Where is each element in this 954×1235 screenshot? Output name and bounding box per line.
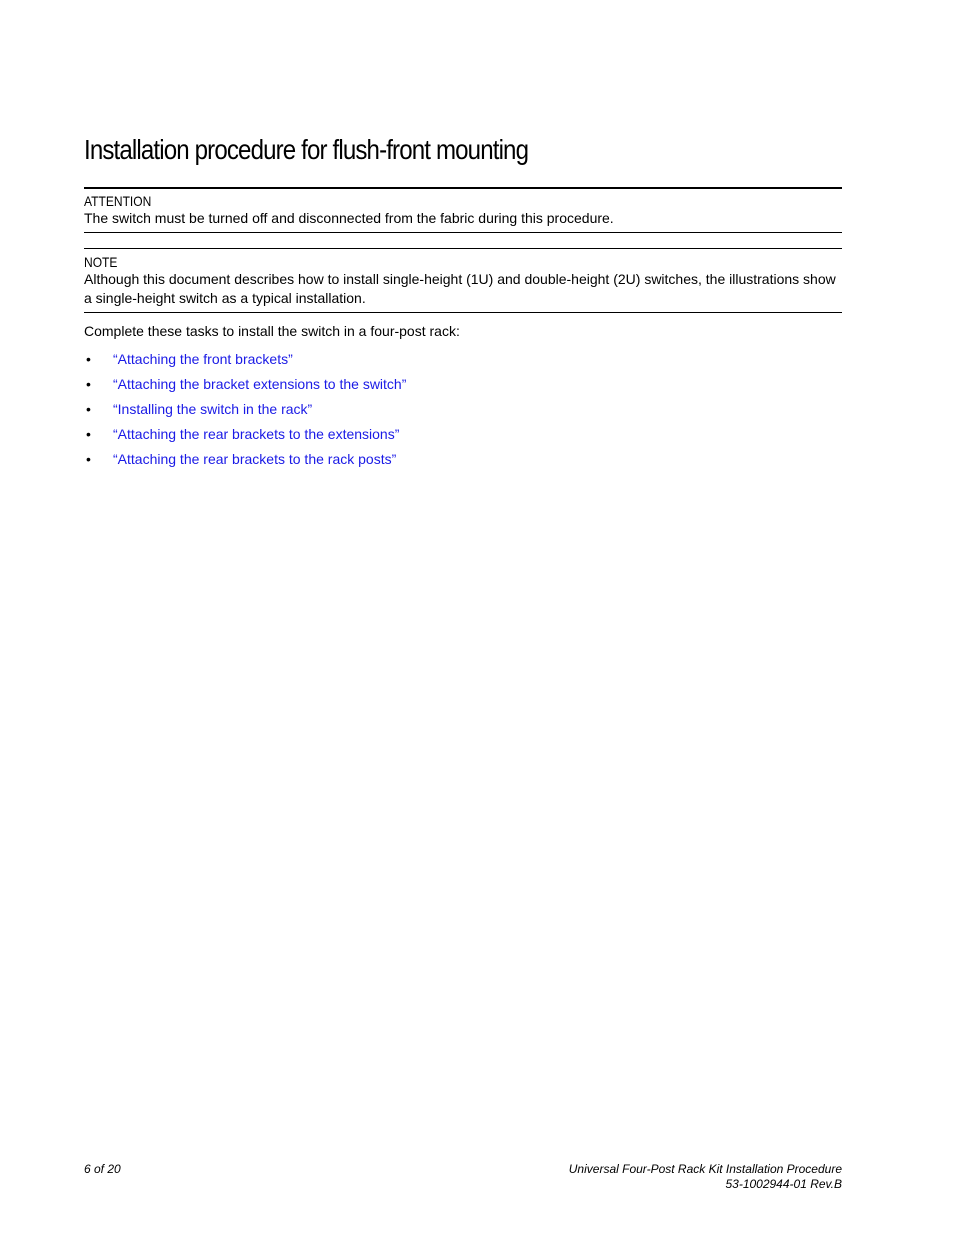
bullet-icon: •: [86, 451, 91, 467]
note-bottom-rule: [84, 312, 842, 313]
attention-bottom-rule: [84, 232, 842, 233]
task-link-front-brackets[interactable]: “Attaching the front brackets”: [113, 351, 293, 367]
note-heading: NOTE: [84, 254, 118, 270]
bullet-icon: •: [86, 426, 91, 442]
task-link-rear-brackets-extensions[interactable]: “Attaching the rear brackets to the extensions”: [113, 426, 400, 442]
bullet-icon: •: [86, 376, 91, 392]
bullet-icon: •: [86, 351, 91, 367]
bullet-icon: •: [86, 401, 91, 417]
page-title: Installation procedure for flush-front mounting: [84, 134, 529, 165]
task-link-rear-brackets-posts[interactable]: “Attaching the rear brackets to the rack posts”: [113, 451, 397, 467]
attention-callout: [84, 187, 842, 233]
footer-doc-number: 53-1002944-01 Rev.B: [725, 1177, 842, 1191]
note-body: Although this document describes how to install single-height (1U) and double-height (2U) switches, the illustrations show a single-height switch as a typical installation.: [84, 271, 836, 306]
attention-top-rule: [84, 187, 842, 189]
footer-doc-info: [569, 1162, 842, 1192]
attention-heading: ATTENTION: [84, 193, 152, 209]
task-link-install-switch[interactable]: “Installing the switch in the rack”: [113, 401, 313, 417]
task-link-bracket-extensions[interactable]: “Attaching the bracket extensions to the switch”: [113, 376, 407, 392]
intro-paragraph: Complete these tasks to install the switch in a four-post rack:: [84, 323, 460, 339]
footer-doc-title: Universal Four-Post Rack Kit Installation Procedure: [568, 1162, 842, 1176]
attention-body: The switch must be turned off and disconnected from the fabric during this procedure.: [84, 210, 614, 226]
note-callout: [84, 248, 842, 313]
footer-page-number: 6 of 20: [84, 1162, 121, 1176]
note-top-rule: [84, 248, 842, 249]
